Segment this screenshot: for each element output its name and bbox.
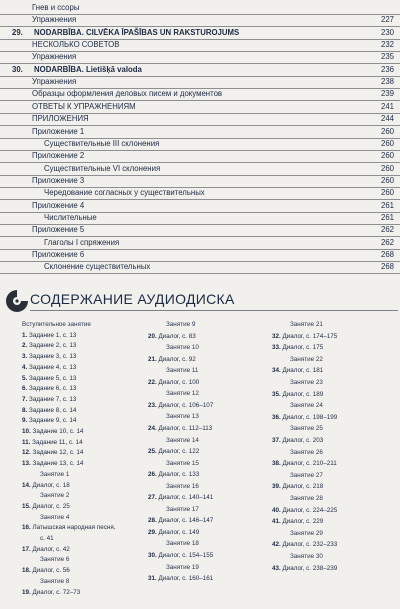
- toc-entry-page: 260: [380, 151, 394, 161]
- audio-entry-text: Занятие 14: [166, 436, 199, 444]
- audio-lesson-heading: [40, 471, 69, 479]
- toc-entry-page: 261: [380, 200, 394, 210]
- toc-entry-page: 260: [380, 126, 394, 136]
- audio-track: [22, 407, 76, 415]
- audio-lesson-heading: [40, 556, 69, 564]
- audio-entry-text: Занятие 16: [166, 482, 199, 490]
- toc-entry: [0, 175, 400, 188]
- audio-entry-text: Диалог, с. 198–199: [282, 413, 338, 421]
- audio-track-number: 41.: [272, 518, 281, 526]
- audio-lesson-heading: [290, 379, 323, 387]
- toc-entry-page: 268: [380, 262, 394, 272]
- audio-lesson-heading: [166, 321, 195, 329]
- audio-track: [22, 385, 76, 393]
- audio-entry-text: Диалог, с. 122: [158, 448, 200, 456]
- audio-lesson-heading: [40, 578, 69, 586]
- audio-entry-text: Диалог, с. 18: [32, 481, 70, 489]
- audio-track: [272, 565, 337, 573]
- toc-entry-number: 30.: [12, 64, 23, 74]
- toc-entry: [0, 64, 400, 77]
- toc-entry-label: Чередование согласных у существительных: [44, 188, 205, 198]
- toc-entry-page: 268: [380, 250, 394, 259]
- toc-entry: [0, 126, 400, 139]
- audio-track-number: 37.: [272, 437, 281, 444]
- audio-entry-text: Занятие 29: [290, 529, 323, 537]
- audio-track-number: 5.: [22, 374, 28, 382]
- audio-track-number: 39.: [272, 483, 281, 491]
- toc-entry-label: Образцы оформления деловых писем и документов: [32, 89, 223, 99]
- toc-entry-label: Приложение 5: [32, 225, 85, 235]
- audio-entry-text: Диалог, с. 100: [158, 378, 200, 386]
- audio-track-number: 26.: [148, 471, 157, 479]
- audio-track: [148, 552, 213, 560]
- toc-entry-page: 260: [380, 138, 394, 148]
- toc-entry: [0, 113, 400, 126]
- audio-entry-text: Задание 9, с. 14: [29, 417, 77, 425]
- audio-track-number: 34.: [272, 367, 281, 375]
- toc-entry: [0, 76, 400, 89]
- audio-track-number: 27.: [148, 494, 157, 502]
- audio-lesson-heading: [166, 390, 199, 398]
- audio-entry-text: Занятие 15: [166, 459, 199, 467]
- audio-entry-text: Диалог, с. 160–161: [158, 575, 214, 583]
- audio-entry-text: Диалог, с. 232–233: [282, 541, 338, 549]
- audio-entry-text: Занятие 30: [290, 553, 323, 560]
- audio-track-number: 8.: [22, 406, 28, 414]
- audio-entry-text: Занятие 18: [166, 540, 199, 548]
- toc-entry-page: 262: [380, 225, 394, 235]
- audio-entry-text: Диалог, с. 203: [282, 437, 324, 444]
- audio-track-number: 35.: [272, 390, 281, 398]
- audio-entry-text: Диалог, с. 133: [158, 471, 200, 479]
- audio-lesson-heading: [290, 495, 323, 503]
- toc-entry-page: 260: [380, 175, 394, 185]
- audio-track: [22, 449, 83, 457]
- audio-track: [148, 575, 213, 583]
- audio-entry-text: Диалог, с. 92: [158, 355, 196, 363]
- toc-entry-label: NODARBĪBA. CILVĒKA ĪPAŠĪBAS UN RAKSTUROJUMS: [34, 27, 240, 37]
- audio-track-number: 43.: [272, 564, 281, 572]
- audio-entry-text: Задание 8, с. 14: [29, 406, 77, 414]
- audio-entry-text: Диалог, с. 72–73: [32, 588, 81, 596]
- audio-track-number: 1.: [22, 331, 28, 339]
- audio-entry-text: Задание 4, с. 13: [29, 363, 77, 371]
- audio-entry-text: Диалог, с. 154–155: [158, 552, 214, 559]
- audio-entry-text: Занятие 4: [40, 513, 70, 521]
- audio-track: [148, 471, 199, 479]
- audio-entry-text: Занятие 19: [166, 563, 199, 571]
- toc-entry-label: Упражнения: [32, 77, 77, 87]
- audio-entry-text: Диалог, с. 229: [282, 518, 324, 526]
- audio-entry-text: Задание 10, с. 14: [32, 428, 84, 435]
- audio-entry-text: Занятие 12: [166, 390, 199, 398]
- toc-entry-label: Склонение существительных: [44, 262, 151, 272]
- audio-entry-text: Занятие 2: [40, 492, 70, 500]
- audio-entry-text: Занятие 26: [290, 448, 323, 456]
- toc-entry-page: 244: [380, 114, 394, 124]
- audio-lesson-heading: [166, 460, 199, 468]
- audio-entry-text: Диалог, с. 189: [282, 390, 324, 398]
- audio-track: [22, 524, 116, 532]
- audio-track-number: 32.: [272, 332, 281, 340]
- audio-track-number: 15.: [22, 502, 31, 510]
- toc-entry: [0, 14, 400, 27]
- audio-track-number: 30.: [148, 552, 157, 559]
- audio-track-number: 6.: [22, 385, 28, 393]
- audio-track: [22, 396, 76, 404]
- audio-track: [22, 503, 70, 511]
- audio-lesson-heading: [290, 472, 323, 480]
- audio-track: [148, 379, 199, 387]
- audio-lesson-heading: [40, 514, 69, 522]
- audio-track: [272, 460, 337, 468]
- toc-entry: [0, 224, 400, 237]
- audio-track: [148, 517, 213, 525]
- audio-lesson-heading: [166, 413, 199, 421]
- audio-track: [22, 589, 80, 597]
- toc-entry-page: 262: [380, 237, 394, 247]
- audio-lesson-heading: [166, 483, 199, 491]
- audio-entry-text: Задание 2, с. 13: [29, 342, 77, 350]
- audio-track-number: 33.: [272, 344, 281, 352]
- audio-track-number: 29.: [148, 528, 157, 536]
- audio-track-number: 40.: [272, 506, 281, 514]
- cd-disc-icon: [4, 288, 30, 314]
- audio-entry-text: Задание 1, с. 13: [29, 331, 77, 339]
- toc-entry: [0, 2, 400, 15]
- audio-entry-text: Диалог, с. 181: [282, 367, 324, 375]
- audio-entry-text: Занятие 6: [40, 556, 70, 564]
- toc-entry: [0, 101, 400, 114]
- audio-track: [148, 402, 213, 410]
- toc-entry: [0, 163, 400, 176]
- toc-entry-label: Приложение 6: [32, 250, 85, 259]
- audio-track: [22, 482, 70, 490]
- audio-entry-text: Занятие 22: [290, 355, 323, 363]
- toc-entry-page: 260: [380, 188, 394, 198]
- audio-track-number: 11.: [22, 438, 31, 446]
- audio-lesson-heading: [290, 553, 323, 561]
- audio-lesson-heading: [290, 402, 323, 410]
- audio-entry-text: Занятие 10: [166, 344, 199, 352]
- audio-track: [22, 353, 76, 361]
- audio-track-number: 14.: [22, 481, 31, 489]
- audio-track: [272, 367, 323, 375]
- audio-entry-text: с. 41: [40, 535, 54, 542]
- audio-track-number: 24.: [148, 424, 157, 432]
- audio-track: [272, 507, 337, 515]
- audio-track-number: 20.: [148, 332, 157, 340]
- toc-entry: [0, 249, 400, 262]
- toc-entry-page: 239: [380, 89, 394, 99]
- audio-track: [272, 344, 323, 352]
- toc-entry: [0, 51, 400, 64]
- audio-entry-text: Диалог, с. 218: [282, 483, 324, 491]
- audio-track: [272, 437, 323, 445]
- audio-track-number: 9.: [22, 417, 28, 425]
- audio-track-number: 22.: [148, 378, 157, 386]
- toc-entry: [0, 187, 400, 200]
- toc-entry-page: 260: [380, 163, 394, 173]
- audio-section-title: СОДЕРЖАНИЕ АУДИОДИСКА: [30, 291, 235, 307]
- toc-entry: [0, 88, 400, 101]
- audio-entry-text: Задание 13, с. 14: [32, 460, 84, 468]
- audio-entry-text: Занятие 9: [166, 321, 196, 328]
- audio-track-number: 12.: [22, 449, 31, 457]
- audio-track-number: 28.: [148, 517, 157, 525]
- toc-entry-label: Существительные III склонения: [44, 138, 160, 148]
- toc-entry-page: 238: [380, 77, 394, 87]
- audio-track-number: 3.: [22, 353, 28, 361]
- audio-lesson-heading: [290, 449, 323, 457]
- audio-entry-text: Диалог, с. 175: [282, 344, 324, 352]
- audio-entry-text: Диалог, с. 83: [158, 332, 196, 340]
- audio-entry-text: Диалог, с. 210–211: [282, 460, 337, 468]
- audio-track: [148, 333, 196, 341]
- audio-track-number: 4.: [22, 363, 28, 371]
- audio-track: [272, 483, 323, 491]
- audio-track: [22, 375, 76, 383]
- audio-entry-text: Диалог, с. 25: [32, 502, 70, 510]
- audio-track-number: 36.: [272, 413, 281, 421]
- audio-entry-text: Занятие 17: [166, 505, 199, 513]
- audio-track-number: 31.: [148, 575, 157, 583]
- audio-track: [272, 541, 337, 549]
- audio-track: [22, 342, 76, 350]
- audio-track: [22, 546, 70, 554]
- audio-entry-text: Диалог, с. 42: [32, 545, 70, 553]
- toc-entry-label: Гнев и ссоры: [32, 3, 80, 12]
- audio-entry-text: Задание 6, с. 13: [29, 385, 77, 393]
- toc-entry-label: Приложение 1: [32, 126, 85, 136]
- toc-entry-label: Приложение 4: [32, 200, 85, 210]
- toc-entry-number: 29.: [12, 27, 23, 37]
- audio-track-number: 42.: [272, 541, 281, 549]
- audio-track-number: 23.: [148, 401, 157, 409]
- audio-track: [148, 425, 212, 433]
- audio-lesson-heading: [166, 506, 199, 514]
- audio-entry-text: Диалог, с. 174–175: [282, 332, 338, 340]
- toc-entry-label: Глаголы I спряжения: [44, 237, 120, 247]
- audio-entry-text: Занятие 21: [290, 321, 323, 328]
- audio-lesson-heading: [290, 321, 323, 329]
- audio-lesson-heading: [22, 321, 91, 329]
- toc-entry: [0, 200, 400, 213]
- audio-entry-text: Занятие 1: [40, 470, 70, 478]
- toc-entry-label: Приложение 3: [32, 175, 85, 185]
- audio-track: [148, 529, 199, 537]
- toc-entry-label: ПРИЛОЖЕНИЯ: [32, 114, 89, 124]
- toc-entry: [0, 150, 400, 163]
- audio-lesson-heading: [166, 564, 199, 572]
- toc-entry-label: Упражнения: [32, 15, 77, 25]
- audio-track-number: 21.: [148, 355, 157, 363]
- toc-entry-label: Числительные: [44, 212, 97, 222]
- toc-entry-label: НЕСКОЛЬКО СОВЕТОВ: [32, 40, 120, 50]
- toc-entry-page: 241: [380, 101, 394, 111]
- audio-entry-text: Диалог, с. 224–225: [282, 506, 338, 514]
- audio-entry-text: Занятие 24: [290, 402, 323, 410]
- toc-entry: [0, 261, 400, 274]
- audio-entry-text: Задание 5, с. 13: [29, 374, 77, 382]
- toc-entry-page: 230: [380, 27, 394, 37]
- toc-entry: [0, 138, 400, 151]
- audio-track-number: 10.: [22, 428, 31, 435]
- audio-entry-text: Занятие 28: [290, 495, 323, 502]
- audio-entry-text: Задание 3, с. 13: [29, 353, 77, 361]
- audio-lesson-heading: [290, 530, 323, 538]
- audio-track-number: 38.: [272, 460, 281, 468]
- audio-entry-text: Занятие 27: [290, 471, 323, 479]
- audio-entry-text: Диалог, с. 106–107: [158, 401, 214, 409]
- audio-entry-text: Вступительное занятие: [22, 321, 91, 328]
- audio-track: [272, 333, 337, 341]
- audio-lesson-heading: [40, 492, 69, 500]
- audio-track: [40, 535, 54, 543]
- audio-entry-text: Занятие 11: [166, 367, 199, 375]
- audio-track-number: 18.: [22, 567, 31, 575]
- divider: [30, 310, 398, 311]
- toc-entry-page: 227: [380, 15, 394, 25]
- audio-entry-text: Диалог, с. 149: [158, 528, 200, 536]
- audio-track-number: 16.: [22, 524, 31, 532]
- audio-lesson-heading: [290, 425, 323, 433]
- audio-track: [22, 364, 76, 372]
- audio-track: [22, 332, 76, 340]
- toc-entry-label: ОТВЕТЫ К УПРАЖНЕНИЯМ: [32, 101, 136, 111]
- audio-entry-text: Задание 7, с. 13: [29, 395, 77, 403]
- audio-entry-text: Диалог, с. 112–113: [158, 424, 213, 432]
- audio-entry-text: Диалог, с. 140–141: [158, 494, 214, 502]
- audio-track-number: 13.: [22, 460, 31, 468]
- audio-track: [22, 439, 83, 447]
- audio-lesson-heading: [166, 540, 199, 548]
- audio-track: [148, 356, 196, 364]
- audio-entry-text: Задание 12, с. 14: [32, 449, 84, 457]
- audio-track: [272, 414, 337, 422]
- audio-track: [272, 391, 323, 399]
- toc-entry: [0, 39, 400, 52]
- audio-track-number: 7.: [22, 395, 28, 403]
- toc-entry-label: NODARBĪBA. Lietišķā valoda: [34, 64, 142, 74]
- audio-entry-text: Диалог, с. 56: [32, 567, 70, 575]
- audio-track-number: 19.: [22, 588, 31, 596]
- audio-track: [22, 417, 76, 425]
- toc-entry-page: 235: [380, 52, 394, 62]
- audio-track: [272, 518, 323, 526]
- audio-lesson-heading: [290, 356, 323, 364]
- audio-entry-text: Занятие 23: [290, 379, 323, 386]
- toc-entry-page: 261: [380, 212, 394, 222]
- audio-lesson-heading: [166, 367, 198, 375]
- toc-entry-label: Существительные VI склонения: [44, 163, 161, 173]
- audio-track-number: 25.: [148, 448, 157, 456]
- audio-entry-text: Занятие 8: [40, 577, 70, 585]
- audio-lesson-heading: [166, 344, 199, 352]
- toc-entry-page: 236: [380, 64, 394, 74]
- audio-entry-text: Латышская народная песня,: [32, 524, 116, 532]
- audio-track: [148, 448, 199, 456]
- audio-track: [148, 494, 213, 502]
- audio-track: [22, 567, 70, 575]
- audio-track-number: 17.: [22, 545, 31, 553]
- toc-entry-page: 232: [380, 40, 394, 50]
- audio-track: [22, 428, 83, 436]
- audio-entry-text: Диалог, с. 238–239: [282, 564, 338, 572]
- toc-entry-label: Упражнения: [32, 52, 77, 62]
- audio-entry-text: Диалог, с. 146–147: [158, 517, 214, 525]
- audio-entry-text: Задание 11, с. 14: [32, 438, 83, 446]
- toc-entry: [0, 212, 400, 225]
- audio-lesson-heading: [166, 437, 199, 445]
- audio-entry-text: Занятие 25: [290, 425, 323, 433]
- audio-section-header: [4, 286, 400, 316]
- audio-entry-text: Занятие 13: [166, 413, 199, 421]
- toc-entry-label: Приложение 2: [32, 151, 85, 161]
- audio-track: [22, 460, 83, 468]
- audio-track-number: 2.: [22, 342, 28, 350]
- toc-entry: [0, 27, 400, 40]
- toc-entry: [0, 237, 400, 250]
